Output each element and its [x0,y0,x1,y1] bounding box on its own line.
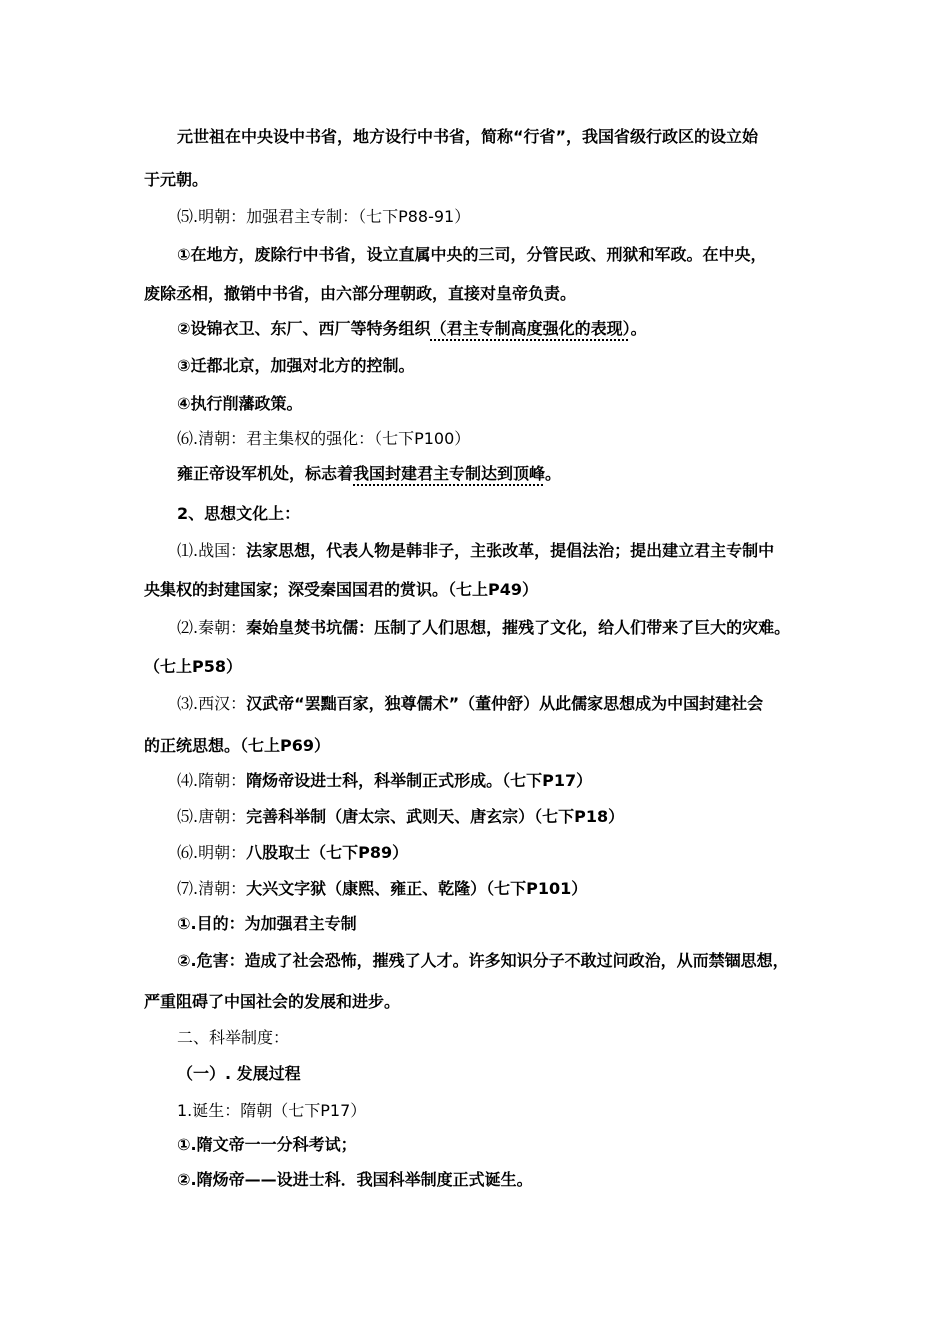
era-text: 完善科举制（唐太宗、武则天、唐玄宗）（七下P18） [246,807,625,826]
heading-imperial-exam: 二、科举制度： [177,1028,290,1047]
item-warring-states-cont: 央集权的封建国家；深受秦国国君的赏识。（七上P49） [144,580,538,599]
era-label: ⑵.秦朝： [177,618,247,637]
item-harm: ②.危害：造成了社会恐怖，摧残了人才。许多知识分子不敢过问政治，从而禁锢思想， [177,951,789,970]
heading-development-process: （一）. 发展过程 [177,1064,301,1083]
item-ming-1: ①在地方，废除行中书省，设立直属中央的三司，分管民政、刑狱和军政。在中央， [177,245,767,264]
item-qing [177,878,587,900]
era-label: ⑹.明朝： [177,843,247,862]
item-harm-cont: 严重阻碍了中国社会的发展和进步。 [144,992,401,1011]
era-label: ⑶.西汉： [177,694,247,713]
item-western-han [177,693,763,715]
item-tang [177,806,624,828]
item-sui [177,770,592,792]
item-sui-wendi: ①.隋文帝一一分科考试； [177,1135,357,1154]
emphasis-dotted: （君主专制高度强化的表现） [430,319,631,338]
emphasis-dotted: 我国封建君主专制达到顶峰 [353,464,546,483]
era-text: 大兴文字狱（康熙、雍正、乾隆）（七下P101） [246,879,588,898]
era-label: ⑸.唐朝： [177,807,247,826]
item-ming-2-text: ②设锦衣卫、东厂、西厂等特务组织 [177,319,431,338]
era-label: ⑺.清朝： [177,879,247,898]
era-text: 八股取士（七下P89） [246,843,409,862]
era-text: 法家思想，代表人物是韩非子，主张改革，提倡法治；提出建立君主专制中 [246,541,775,560]
paragraph-qing-junjichu [177,463,561,485]
item-ming-2 [177,318,647,340]
item-ming-3: ③迁都北京，加强对北方的控制。 [177,356,415,375]
era-text: 隋炀帝设进士科，科举制正式形成。（七下P17） [246,771,593,790]
qing-text: 雍正帝设军机处，标志着 [177,464,354,483]
paragraph-yuan-province-cont: 于元朝。 [144,170,209,189]
item-sui-yangdi: ②.隋炀帝——设进士科．我国科举制度正式诞生。 [177,1170,533,1189]
paragraph-yuan-province: 元世祖在中央设中书省，地方设行中书省，简称“行省”，我国省级行政区的设立始 [177,127,759,146]
era-text: 秦始皇焚书坑儒：压制了人们思想，摧残了文化，给人们带来了巨大的灾难。 [246,618,791,637]
era-text: 汉武帝“罢黜百家，独尊儒术”（董仲舒）从此儒家思想成为中国封建社会 [246,694,764,713]
item-ming [177,842,408,864]
item-ming-2-end: 。 [630,319,647,338]
era-label: ⑷.隋朝： [177,771,247,790]
item-qin [177,617,790,639]
heading-qing-dynasty: ⑹.清朝：君主集权的强化：（七下P100） [177,429,471,448]
qing-end: 。 [545,464,562,483]
heading-thought-culture: 2、思想文化上： [177,504,301,523]
item-qin-cont: （七上P58） [144,657,242,676]
item-purpose: ①.目的：为加强君主专制 [177,914,357,933]
item-ming-1-cont: 废除丞相，撤销中书省，由六部分理朝政，直接对皇帝负责。 [144,284,577,303]
item-warring-states [177,540,774,562]
heading-birth: 1.诞生：隋朝（七下P17） [177,1101,367,1120]
item-western-han-cont: 的正统思想。（七上P69） [144,736,330,755]
heading-ming-dynasty: ⑸.明朝：加强君主专制：（七下P88-91） [177,207,471,226]
era-label: ⑴.战国： [177,541,247,560]
item-ming-4: ④执行削藩政策。 [177,394,303,413]
